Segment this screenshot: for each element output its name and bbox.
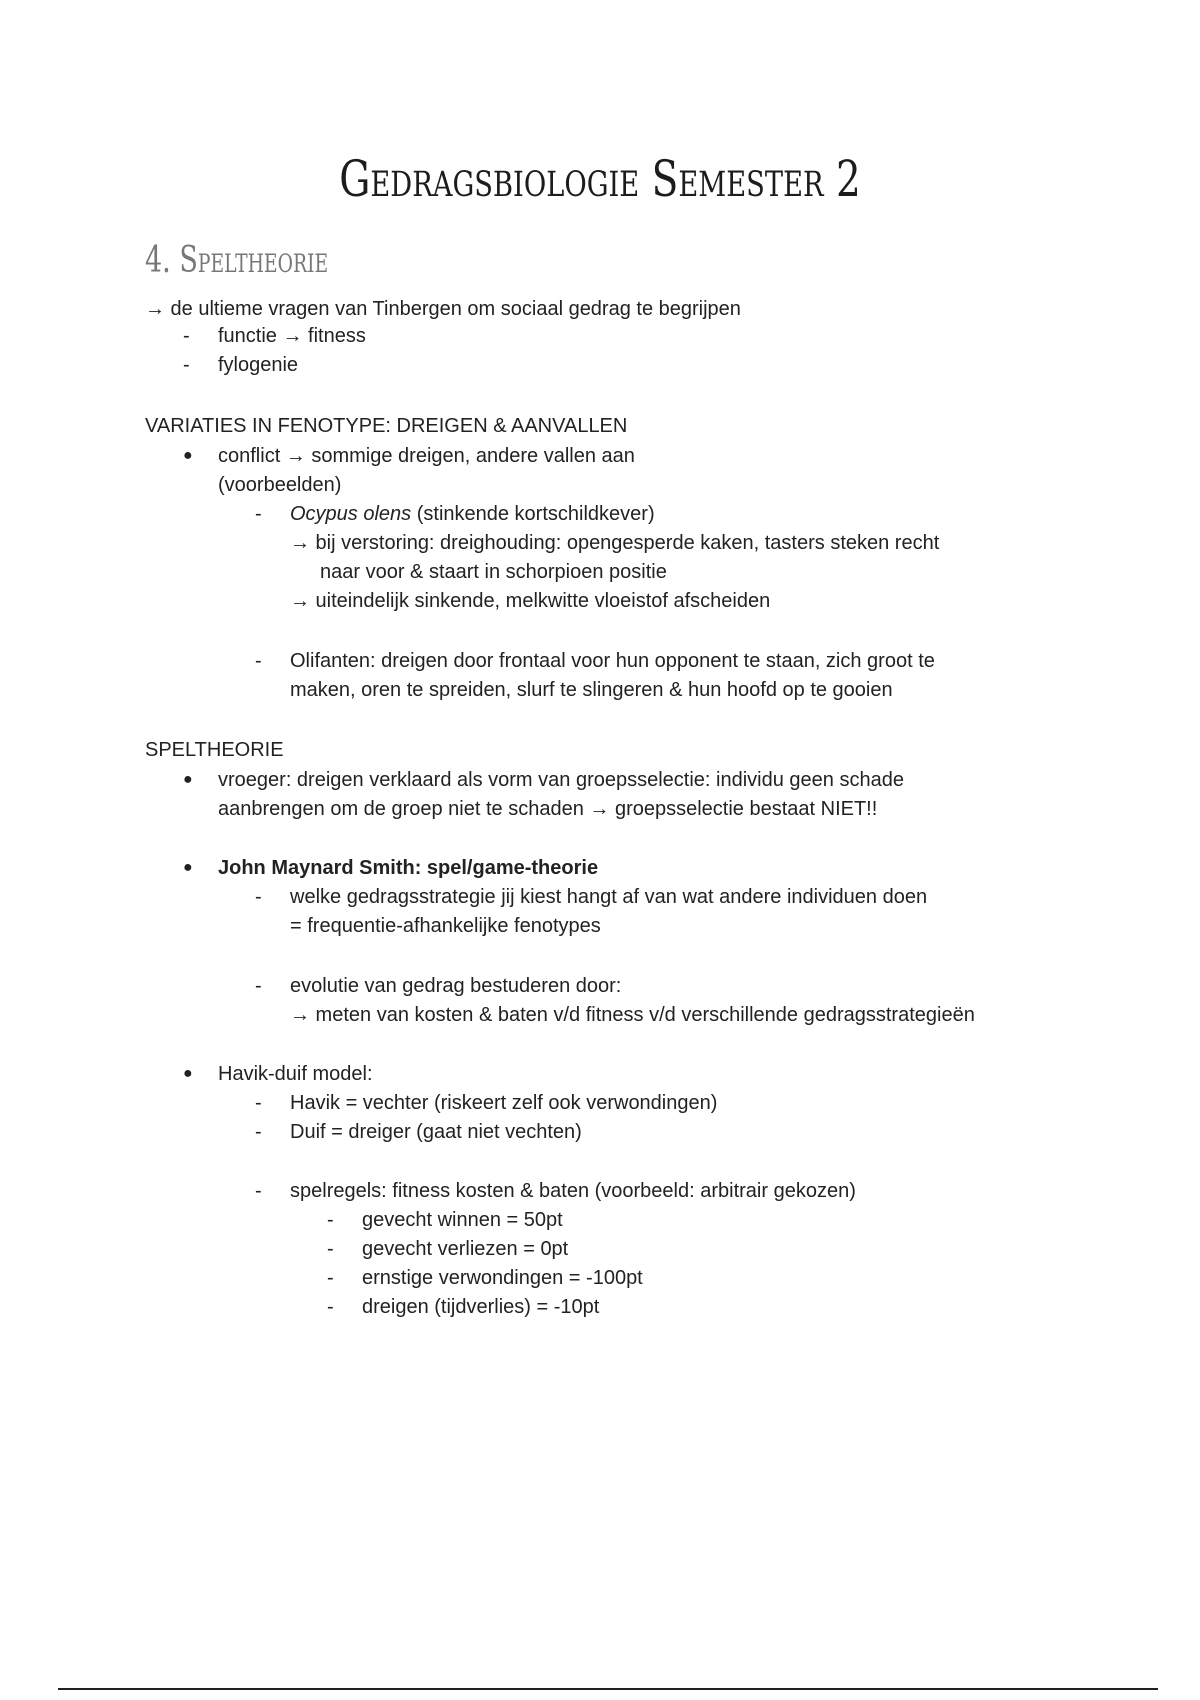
section-heading: 4. Speltheorie [145, 240, 329, 281]
vroeger-line-cont: aanbrengen om de groep niet te schaden → groepsselectie bestaat NIET!! [218, 798, 878, 820]
dash-marker: - [255, 503, 262, 525]
havik-heading: Havik-duif model: [218, 1063, 373, 1085]
variaties-heading: VARIATIES IN FENOTYPE: DREIGEN & AANVALLEN [145, 415, 628, 437]
intro-line: → de ultieme vragen van Tinbergen om sociaal gedrag te begrijpen [145, 298, 741, 320]
ocypus-detail-2: → uiteindelijk sinkende, melkwitte vloeistof afscheiden [290, 590, 771, 612]
dash-marker: - [327, 1267, 334, 1289]
vroeger-line: vroeger: dreigen verklaard als vorm van groepsselectie: individu geen schade [218, 769, 904, 791]
regel-item: ernstige verwondingen = -100pt [362, 1267, 643, 1289]
jms-heading: John Maynard Smith: spel/game-theorie [218, 857, 599, 879]
havik-definition: Havik = vechter (riskeert zelf ook verwondingen) [290, 1092, 718, 1114]
dash-marker: - [255, 975, 262, 997]
duif-definition: Duif = dreiger (gaat niet vechten) [290, 1121, 582, 1143]
species-name: Ocypus olens [290, 503, 412, 525]
olifanten-line-cont: maken, oren te spreiden, slurf te slingeren & hun hoofd op te gooien [290, 679, 893, 701]
ocypus-line [290, 501, 655, 527]
spelregels-line: spelregels: fitness kosten & baten (voorbeeld: arbitrair gekozen) [290, 1180, 856, 1202]
jms-point-2-cont: → meten van kosten & baten v/d fitness v/d verschillende gedragsstrategieën [290, 1004, 975, 1026]
dash-marker: - [255, 1092, 262, 1114]
dash-marker: - [255, 886, 262, 908]
jms-point-cont: = frequentie-afhankelijke fenotypes [290, 915, 601, 937]
page-title: Gedragsbiologie Semester 2 [339, 150, 861, 208]
regel-item: dreigen (tijdverlies) = -10pt [362, 1296, 600, 1318]
dash-marker: - [327, 1296, 334, 1318]
dash-marker: - [183, 354, 190, 376]
dash-marker: - [255, 1121, 262, 1143]
dash-marker: - [255, 650, 262, 672]
list-item: functie → fitness [218, 325, 366, 347]
jms-point-2: evolutie van gedrag bestuderen door: [290, 975, 622, 997]
dash-marker: - [327, 1238, 334, 1260]
bullet-marker: ● [183, 771, 193, 788]
regel-item: gevecht verliezen = 0pt [362, 1238, 569, 1260]
dash-marker: - [183, 325, 190, 347]
variaties-bullet: conflict → sommige dreigen, andere vallen aan [218, 445, 635, 467]
variaties-bullet-cont: (voorbeelden) [218, 474, 342, 496]
speltheorie-heading: SPELTHEORIE [145, 739, 284, 761]
ocypus-detail-cont: naar voor & staart in schorpioen positie [320, 561, 667, 583]
bullet-marker: ● [183, 1065, 193, 1082]
species-desc: (stinkende kortschildkever) [411, 503, 655, 525]
bullet-marker: ● [183, 447, 193, 464]
ocypus-detail: → bij verstoring: dreighouding: opengesperde kaken, tasters steken recht [290, 532, 940, 554]
regel-item: gevecht winnen = 50pt [362, 1209, 563, 1231]
olifanten-line: Olifanten: dreigen door frontaal voor hun opponent te staan, zich groot te [290, 650, 935, 672]
page-bottom-rule [58, 1688, 1158, 1690]
jms-point: welke gedragsstrategie jij kiest hangt af van wat andere individuen doen [290, 886, 928, 908]
dash-marker: - [327, 1209, 334, 1231]
dash-marker: - [255, 1180, 262, 1202]
bullet-marker: ● [183, 859, 193, 876]
list-item: fylogenie [218, 354, 299, 376]
